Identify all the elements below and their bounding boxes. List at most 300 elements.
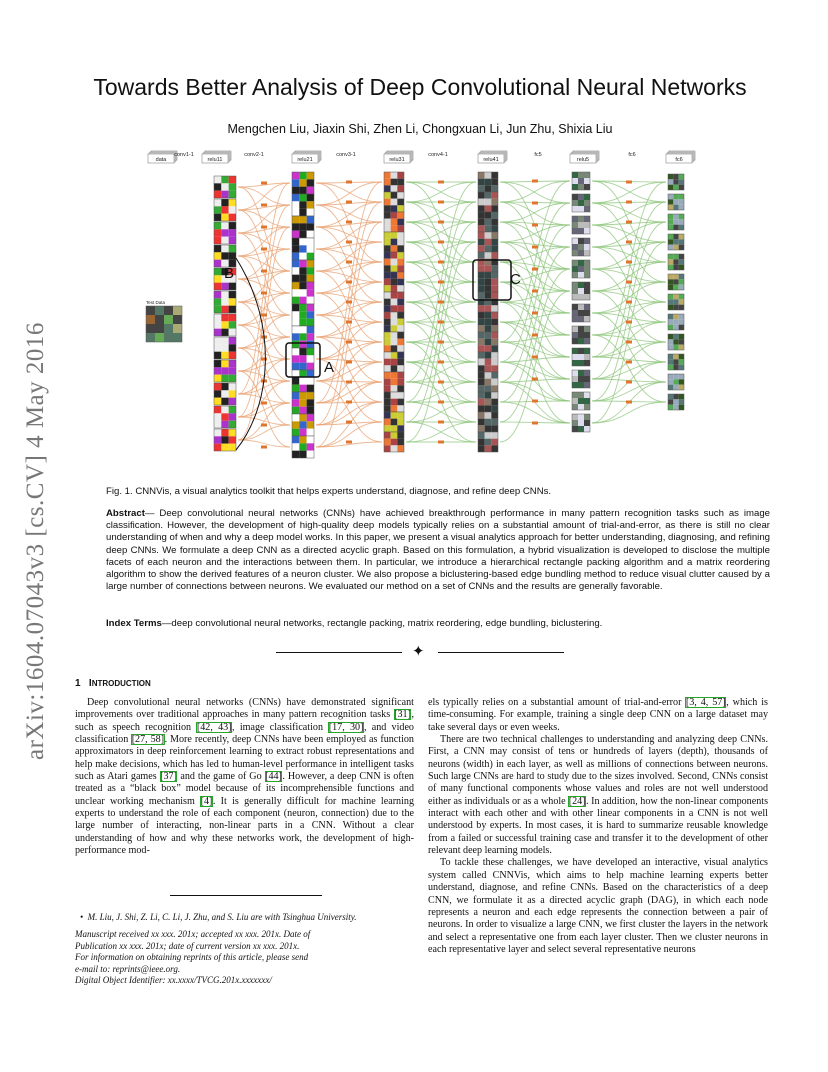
input-thumbnail-tile — [164, 333, 173, 342]
feature-tile — [229, 444, 236, 451]
feature-tile — [391, 199, 398, 206]
feature-tile — [673, 345, 678, 350]
feature-tile — [307, 348, 314, 355]
feature-tile — [584, 316, 590, 322]
feature-tile — [397, 339, 404, 346]
feature-tile — [491, 405, 498, 412]
feature-tile — [292, 443, 299, 450]
feature-tile — [384, 385, 391, 392]
edge-node-marker — [532, 312, 538, 315]
manuscript-line: For information on obtaining reprints of this article, please send — [75, 952, 309, 963]
feature-tile — [229, 398, 236, 405]
feature-tile — [491, 365, 498, 372]
graph-edge — [592, 342, 666, 357]
feature-tile — [572, 420, 578, 426]
feature-tile — [397, 392, 404, 399]
edge-node-marker — [346, 321, 352, 324]
feature-tile — [572, 382, 578, 388]
feature-tile — [668, 234, 673, 239]
feature-tile — [478, 232, 485, 239]
edge-node-marker — [626, 321, 632, 324]
feature-tile — [478, 285, 485, 292]
feature-tile — [307, 216, 314, 223]
feature-tile — [307, 333, 314, 340]
feature-tile — [679, 274, 684, 279]
layer-label: relu41 — [483, 157, 499, 163]
paragraph — [428, 734, 768, 857]
feature-tile — [229, 206, 236, 213]
feature-tile — [584, 392, 590, 398]
feature-tile — [485, 272, 492, 279]
feature-tile — [668, 359, 673, 364]
feature-tile — [292, 370, 299, 377]
edge-node-marker — [438, 341, 444, 344]
edge-node-marker — [346, 361, 352, 364]
feature-tile — [214, 275, 221, 282]
feature-tile — [491, 265, 498, 272]
feature-tile — [673, 319, 678, 324]
feature-tile — [391, 419, 398, 426]
feature-tile — [384, 245, 391, 252]
feature-tile — [491, 285, 498, 292]
feature-tile — [214, 222, 221, 229]
feature-tile — [384, 252, 391, 259]
feature-tile — [491, 332, 498, 339]
feature-tile — [299, 201, 306, 208]
feature-tile — [299, 407, 306, 414]
feature-tile — [391, 352, 398, 359]
feature-tile — [673, 334, 678, 339]
feature-tile — [229, 229, 236, 236]
citation-link[interactable]: [31] — [394, 709, 411, 721]
feature-tile — [668, 385, 673, 390]
feature-tile — [679, 214, 684, 219]
paragraph-text: Deep convolutional neural networks (CNNs) have demonstrated significant improvements over traditional approaches in many pattern recognition tasks — [75, 697, 414, 721]
feature-tile — [584, 414, 590, 420]
feature-tile — [397, 179, 404, 186]
feature-tile — [679, 325, 684, 330]
feature-tile — [384, 179, 391, 186]
layer-label: relu31 — [389, 157, 405, 163]
feature-tile — [673, 194, 678, 199]
feature-tile — [478, 372, 485, 379]
feature-tile — [572, 282, 578, 288]
graph-edge — [592, 402, 666, 423]
feature-tile — [478, 379, 485, 386]
edge-node-marker — [346, 241, 352, 244]
feature-tile — [478, 319, 485, 326]
feature-tile — [221, 199, 228, 206]
section-heading — [75, 678, 151, 689]
paragraph-text: els typically relies on a substantial amount of trial-and-error — [428, 697, 686, 708]
citation-link[interactable]: [4] — [200, 795, 213, 807]
feature-tile — [679, 219, 684, 224]
feature-tile — [673, 305, 678, 310]
feature-tile — [229, 291, 236, 298]
feature-tile — [384, 392, 391, 399]
feature-tile — [572, 398, 578, 404]
feature-tile — [229, 199, 236, 206]
feature-tile — [668, 265, 673, 270]
feature-tile — [679, 339, 684, 344]
feature-tile — [214, 229, 221, 236]
feature-tile — [485, 432, 492, 439]
citation-link[interactable]: [42, 43] — [196, 721, 232, 733]
feature-tile — [668, 214, 673, 219]
feature-tile — [668, 285, 673, 290]
feature-tile — [668, 219, 673, 224]
graph-edge — [316, 249, 382, 262]
citation-link[interactable]: [24] — [568, 795, 586, 807]
feature-tile — [384, 259, 391, 266]
feature-tile — [491, 219, 498, 226]
feature-tile — [478, 199, 485, 206]
feature-tile — [679, 179, 684, 184]
feature-tile — [491, 325, 498, 332]
feature-tile — [485, 225, 492, 232]
feature-tile — [485, 419, 492, 426]
feature-tile — [679, 265, 684, 270]
layer-label: fc6 — [628, 152, 636, 158]
edge-node-marker — [438, 201, 444, 204]
feature-tile — [478, 179, 485, 186]
feature-tile — [668, 239, 673, 244]
layer-label: fc6 — [675, 157, 683, 163]
feature-tile — [668, 394, 673, 399]
feature-tile — [673, 294, 678, 299]
edge-node-marker — [532, 202, 538, 205]
feature-tile — [292, 429, 299, 436]
graph-edge — [316, 282, 382, 315]
feature-tile — [584, 420, 590, 426]
feature-tile — [485, 245, 492, 252]
feature-tile — [584, 404, 590, 410]
feature-tile — [572, 238, 578, 244]
feature-tile — [584, 244, 590, 250]
feature-tile — [292, 377, 299, 384]
edge-node-marker — [626, 341, 632, 344]
feature-tile — [214, 199, 221, 206]
feature-tile — [229, 367, 236, 374]
feature-tile — [229, 321, 236, 328]
feature-tile — [307, 436, 314, 443]
layer-label: fc5 — [534, 152, 542, 158]
feature-tile — [397, 272, 404, 279]
feature-tile — [384, 399, 391, 406]
layer-label: conv2-1 — [244, 152, 264, 158]
edge-node-marker — [261, 446, 267, 449]
feature-tile — [229, 183, 236, 190]
feature-tile — [214, 252, 221, 259]
feature-tile — [221, 444, 228, 451]
feature-tile — [307, 363, 314, 370]
feature-tile — [668, 319, 673, 324]
edge-node-marker — [532, 378, 538, 381]
feature-tile — [397, 225, 404, 232]
citation-link[interactable]: [17, 30] — [328, 721, 364, 733]
feature-tile — [478, 339, 485, 346]
doi-line: Digital Object Identifier: xx.xxxx/TVCG.201x.xxxxxxx/ — [75, 975, 272, 986]
feature-tile — [397, 345, 404, 352]
feature-tile — [491, 312, 498, 319]
feature-tile — [307, 319, 314, 326]
feature-tile — [491, 272, 498, 279]
feature-tile — [397, 352, 404, 359]
feature-tile — [668, 379, 673, 384]
feature-tile — [307, 231, 314, 238]
feature-tile — [292, 238, 299, 245]
feature-tile — [391, 245, 398, 252]
feature-tile — [307, 326, 314, 333]
input-thumbnail-tile — [155, 324, 164, 333]
feature-tile — [572, 304, 578, 310]
edge-node-marker — [532, 224, 538, 227]
input-thumbnail-tile — [155, 333, 164, 342]
feature-tile — [397, 219, 404, 226]
citation-link[interactable]: [37] — [160, 771, 177, 783]
feature-tile — [229, 360, 236, 367]
feature-tile — [292, 179, 299, 186]
paper-authors: Mengchen Liu, Jiaxin Shi, Zhen Li, Chongxuan Li, Jun Zhu, Shixia Liu — [227, 122, 613, 136]
feature-tile — [397, 405, 404, 412]
feature-tile — [391, 445, 398, 452]
callout-label-a: A — [324, 359, 335, 376]
feature-tile — [668, 325, 673, 330]
feature-tile — [491, 239, 498, 246]
feature-tile — [221, 222, 228, 229]
feature-tile — [299, 429, 306, 436]
feature-tile — [578, 288, 584, 294]
feature-tile — [229, 306, 236, 313]
citation-link[interactable]: [27, 58] — [131, 734, 165, 746]
paragraph-text: . In addition, how the non-linear components interact with each other and with other linear components in a CNN is not well understood by experts. In most cases, it is hard to summarize reusable knowledge from a failed or successful training case and transfer it to the development of other relevant deep learning models. — [428, 795, 768, 857]
feature-tile — [307, 443, 314, 450]
feature-tile — [214, 298, 221, 305]
feature-tile — [485, 185, 492, 192]
feature-tile — [578, 294, 584, 300]
feature-tile — [384, 239, 391, 246]
feature-tile — [307, 172, 314, 179]
feature-tile — [584, 194, 590, 200]
feature-tile — [214, 429, 221, 436]
feature-tile — [572, 370, 578, 376]
feature-tile — [478, 312, 485, 319]
feature-tile — [584, 398, 590, 404]
feature-tile — [584, 260, 590, 266]
feature-tile — [221, 329, 228, 336]
feature-tile — [292, 194, 299, 201]
feature-tile — [584, 294, 590, 300]
input-thumbnail-tile — [173, 333, 182, 342]
feature-tile — [578, 172, 584, 178]
feature-tile — [478, 205, 485, 212]
feature-tile — [673, 279, 678, 284]
feature-tile — [578, 332, 584, 338]
feature-tile — [668, 365, 673, 370]
feature-tile — [584, 376, 590, 382]
feature-tile — [491, 399, 498, 406]
layer-label: conv1-1 — [174, 152, 194, 158]
feature-tile — [299, 267, 306, 274]
feature-tile — [292, 436, 299, 443]
feature-tile — [572, 216, 578, 222]
feature-tile — [673, 325, 678, 330]
edge-node-marker — [438, 321, 444, 324]
graph-edge — [592, 382, 666, 401]
feature-tile — [478, 212, 485, 219]
feature-tile — [679, 225, 684, 230]
feature-tile — [299, 231, 306, 238]
feature-tile — [673, 374, 678, 379]
edge-node-marker — [532, 290, 538, 293]
feature-tile — [307, 407, 314, 414]
feature-tile — [307, 209, 314, 216]
feature-tile — [572, 294, 578, 300]
feature-tile — [673, 385, 678, 390]
feature-tile — [578, 244, 584, 250]
feature-tile — [491, 252, 498, 259]
input-label: Test Data — [146, 300, 166, 305]
feature-tile — [578, 250, 584, 256]
feature-tile — [397, 305, 404, 312]
feature-tile — [214, 352, 221, 359]
feature-tile — [578, 398, 584, 404]
edge-node-marker — [626, 241, 632, 244]
feature-tile — [292, 348, 299, 355]
feature-tile — [214, 390, 221, 397]
feature-tile — [384, 279, 391, 286]
paragraph-text: . However, a deep CNN is often treated as a “black box” model because of its incomprehensible functions and unclear working mechanism — [75, 771, 414, 807]
feature-tile — [214, 306, 221, 313]
feature-tile — [485, 192, 492, 199]
feature-tile — [485, 445, 492, 452]
feature-tile — [221, 283, 228, 290]
feature-tile — [478, 445, 485, 452]
feature-tile — [307, 355, 314, 362]
feature-tile — [397, 232, 404, 239]
feature-tile — [397, 265, 404, 272]
feature-tile — [679, 239, 684, 244]
edge-node-marker — [346, 181, 352, 184]
feature-tile — [578, 194, 584, 200]
feature-tile — [391, 192, 398, 199]
feature-tile — [478, 345, 485, 352]
feature-tile — [391, 219, 398, 226]
feature-tile — [668, 194, 673, 199]
section-number: 1 — [75, 678, 81, 689]
citation-link[interactable]: [3, 4, 57] — [685, 697, 726, 708]
feature-tile — [397, 279, 404, 286]
feature-tile — [679, 314, 684, 319]
feature-tile — [221, 291, 228, 298]
feature-tile — [391, 279, 398, 286]
edge-node-marker — [261, 204, 267, 207]
feature-tile — [221, 360, 228, 367]
feature-tile — [391, 272, 398, 279]
feature-tile — [292, 355, 299, 362]
edge-node-marker — [626, 401, 632, 404]
feature-tile — [397, 359, 404, 366]
edge-node-marker — [532, 334, 538, 337]
feature-tile — [578, 228, 584, 234]
feature-tile — [679, 374, 684, 379]
edge-node-marker — [626, 381, 632, 384]
feature-tile — [292, 223, 299, 230]
feature-tile — [384, 272, 391, 279]
feature-tile — [397, 239, 404, 246]
feature-tile — [384, 419, 391, 426]
feature-tile — [673, 234, 678, 239]
feature-tile — [214, 191, 221, 198]
feature-tile — [229, 429, 236, 436]
edge-node-marker — [438, 181, 444, 184]
feature-tile — [229, 314, 236, 321]
feature-tile — [299, 414, 306, 421]
feature-tile — [584, 282, 590, 288]
feature-tile — [485, 205, 492, 212]
feature-tile — [673, 205, 678, 210]
citation-link[interactable]: [44] — [265, 771, 282, 783]
feature-tile — [668, 225, 673, 230]
edge-node-marker — [438, 261, 444, 264]
feature-tile — [307, 223, 314, 230]
feature-tile — [299, 443, 306, 450]
feature-tile — [491, 345, 498, 352]
feature-tile — [584, 266, 590, 272]
feature-tile — [292, 341, 299, 348]
feature-tile — [478, 239, 485, 246]
feature-tile — [292, 172, 299, 179]
feature-tile — [307, 429, 314, 436]
feature-tile — [307, 267, 314, 274]
feature-tile — [384, 205, 391, 212]
paragraph — [428, 857, 768, 956]
feature-tile — [584, 238, 590, 244]
feature-tile — [221, 375, 228, 382]
feature-tile — [229, 375, 236, 382]
feature-tile — [307, 194, 314, 201]
edge-node-marker — [532, 268, 538, 271]
feature-tile — [214, 383, 221, 390]
feature-tile — [485, 425, 492, 432]
feature-tile — [299, 392, 306, 399]
feature-tile — [397, 365, 404, 372]
input-thumbnail-tile — [146, 324, 155, 333]
feature-tile — [491, 419, 498, 426]
feature-tile — [673, 354, 678, 359]
feature-tile — [292, 282, 299, 289]
feature-tile — [478, 252, 485, 259]
feature-tile — [485, 285, 492, 292]
feature-tile — [229, 214, 236, 221]
layer-label: conv4-1 — [428, 152, 448, 158]
feature-tile — [384, 352, 391, 359]
feature-tile — [397, 379, 404, 386]
abstract-label: Abstract — [106, 508, 145, 519]
feature-tile — [292, 245, 299, 252]
feature-tile — [391, 239, 398, 246]
feature-tile — [485, 365, 492, 372]
feature-tile — [578, 222, 584, 228]
feature-tile — [307, 201, 314, 208]
edge-node-marker — [346, 341, 352, 344]
graph-edge — [500, 203, 570, 222]
feature-tile — [679, 379, 684, 384]
feature-tile — [391, 332, 398, 339]
feature-tile — [384, 305, 391, 312]
feature-tile — [584, 200, 590, 206]
feature-tile — [391, 319, 398, 326]
